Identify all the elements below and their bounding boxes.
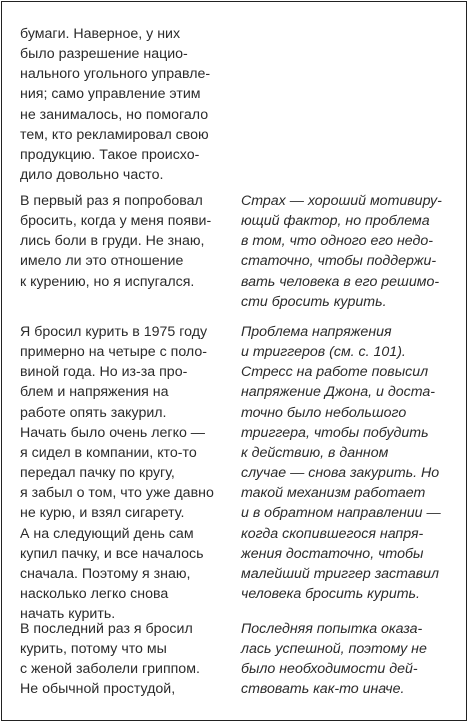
commentary-text-line: триггера, чтобы побудить	[241, 424, 429, 441]
narrative-text-line: бросить, когда у меня появи-	[20, 213, 212, 230]
narrative-text-line: лись боли в груди. Не знаю,	[20, 233, 205, 250]
commentary-text-line: было необходимости дей-	[241, 661, 418, 678]
commentary-text-line: напряжение Джона, и доста-	[241, 384, 435, 401]
narrative-text-line: сначала. Поэтому я знаю,	[20, 565, 191, 582]
narrative-text-line: с женой заболели гриппом.	[20, 661, 200, 678]
narrative-text-line: работе опять закурил.	[20, 404, 167, 421]
narrative-text-line: купил пачку, и все началось	[20, 545, 204, 562]
narrative-text-line: не курю, и взял сигарету.	[20, 505, 185, 522]
narrative-text-line: передал пачку по кругу,	[20, 465, 175, 482]
narrative-text-line: имело ли это отношение	[20, 253, 184, 270]
narrative-text-line: Не обычной простудой,	[20, 681, 176, 698]
commentary-text-line: и в обратном направлении —	[241, 505, 441, 522]
narrative-text-line: блем и напряжения на	[20, 384, 169, 401]
commentary-text-line: ющий фактор, но проблема	[241, 213, 430, 230]
narrative-text-line: начать курить.	[20, 606, 116, 623]
narrative-text-line: примерно на четыре с поло-	[20, 344, 207, 361]
commentary-text-line: человека бросить курить.	[241, 585, 420, 602]
commentary-text-line: статочно, чтобы поддержи-	[241, 253, 437, 270]
commentary-text-line: и триггеров (см. с. 101).	[241, 344, 406, 361]
commentary-text-line: случае — снова закурить. Но	[241, 465, 440, 482]
commentary-text-line: сти бросить курить.	[241, 293, 387, 310]
commentary-text-line: ствовать как-то иначе.	[241, 681, 405, 698]
commentary-text-line: малейший триггер заставил	[241, 565, 440, 582]
commentary-text-line: Последняя попытка оказа-	[241, 621, 423, 637]
narrative-text-line: не занималось, но помогало	[20, 106, 209, 123]
commentary-text-line: в том, что одного его недо-	[241, 233, 433, 250]
narrative-text-line: В первый раз я попробовал	[20, 193, 203, 209]
commentary-text-line: Проблема напряжения	[241, 324, 392, 340]
narrative-text-line: тем, кто рекламировал свою	[20, 126, 209, 143]
narrative-text-line: курить, потому что мы	[20, 641, 167, 658]
narrative-text-line: ния; само управление этим	[20, 86, 201, 103]
commentary-text-line: когда скопившегося напря-	[241, 525, 424, 542]
commentary-text-line: лась успешной, поэтому не	[241, 641, 427, 658]
commentary-text-line: вать человека в его решимо-	[241, 273, 440, 290]
narrative-text-line: В последний раз я бросил	[20, 621, 193, 637]
narrative-text-line: к курению, но я испугался.	[20, 273, 195, 290]
commentary-text-line: точно было небольшого	[241, 404, 407, 421]
commentary-text-line: Стресс на работе повысил	[241, 364, 429, 381]
narrative-text-line: я сидел в компании, кто-то	[20, 444, 197, 461]
commentary-text-line: жения достаточно, чтобы	[241, 545, 424, 562]
narrative-text-line: нального угольного управле-	[20, 66, 211, 83]
narrative-text-line: бумаги. Наверное, у них	[20, 26, 181, 42]
narrative-text-line: насколько легко снова	[20, 585, 169, 602]
narrative-text-line: было разрешение нацио-	[20, 46, 188, 63]
narrative-text-line: Начать было очень легко —	[20, 424, 205, 441]
narrative-text-line: я забыл о том, что уже давно	[20, 485, 214, 502]
narrative-text-line: Я бросил курить в 1975 году	[20, 324, 208, 340]
commentary-text-line: к действию, в данном	[241, 444, 389, 461]
narrative-text-line: дило довольно часто.	[20, 167, 164, 184]
narrative-text-line: виной года. Но из-за про-	[20, 364, 188, 381]
narrative-text-line: А на следующий день сам	[20, 525, 194, 542]
commentary-text-line: такой механизм работает	[241, 485, 426, 502]
commentary-text-line: Страх — хороший мотивиру-	[241, 193, 442, 209]
narrative-text-line: продукцию. Такое происхо-	[20, 146, 200, 163]
